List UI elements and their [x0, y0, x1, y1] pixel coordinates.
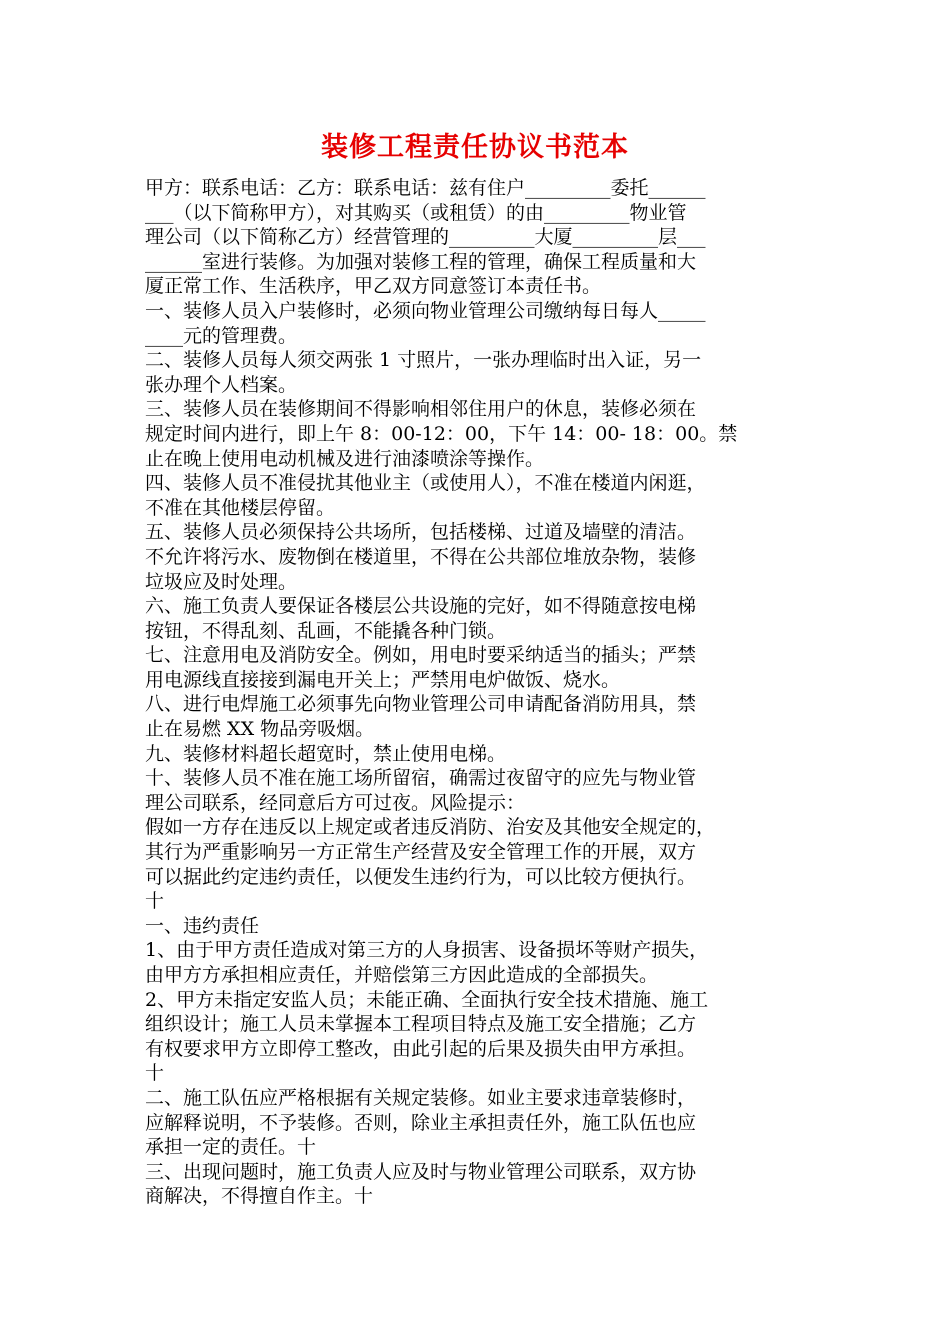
document-title: 装修工程责任协议书范本 — [321, 132, 629, 163]
document-body — [145, 176, 815, 1209]
document-line: 五、装修人员必须保持公共场所，包括楼梯、过道及墙壁的清洁。 — [145, 521, 697, 544]
document-line: 不允许将污水、废物倒在楼道里，不得在公共部位堆放杂物，装修 — [145, 545, 697, 568]
document-line: ______室进行装修。为加强对装修工程的管理，确保工程质量和大 — [145, 250, 697, 273]
document-line: 张办理个人档案。 — [145, 373, 298, 396]
document-line: 二、施工队伍应严格根据有关规定装修。如业主要求违章装修时， — [145, 1086, 697, 1109]
document-line: 止在易燃 XX 物品旁吸烟。 — [145, 718, 375, 741]
document-line: 垃圾应及时处理。 — [145, 570, 298, 593]
document-line: 七、注意用电及消防安全。例如，用电时要采纳适当的插头；严禁 — [145, 644, 697, 667]
document-line: 其行为严重影响另一方正常生产经营及安全管理工作的开展，双方 — [145, 841, 697, 864]
document-line: 一、违约责任 — [145, 914, 260, 937]
document-line: 不准在其他楼层停留。 — [145, 496, 336, 519]
document-line: 厦正常工作、生活秩序，甲乙双方同意签订本责任书。 — [145, 275, 602, 298]
document-line: 按钮，不得乱刻、乱画，不能撬各种门锁。 — [145, 619, 507, 642]
document-line: 六、施工负责人要保证各楼层公共设施的完好，如不得随意按电梯 — [145, 595, 697, 618]
document-line: 由甲方方承担相应责任，并赔偿第三方因此造成的全部损失。 — [145, 964, 659, 986]
document-line: 商解决，不得擅自作主。十 — [145, 1185, 374, 1208]
document-line: 十 — [145, 1062, 165, 1085]
document-line: 四、装修人员不准侵扰其他业主（或使用人），不准在楼道内闲逛， — [145, 472, 706, 495]
document-line: 应解释说明，不予装修。否则，除业主承担责任外，施工队伍也应 — [145, 1111, 697, 1134]
document-line: ___（以下简称甲方），对其购买（或租赁）的由_________物业管 — [145, 201, 687, 224]
document-line: 三、出现问题时，施工负责人应及时与物业管理公司联系，双方协 — [145, 1160, 697, 1183]
document-line: 甲方：联系电话：乙方：联系电话：兹有住户_________委托______ — [145, 177, 706, 199]
document-line: 用电源线直接接到漏电开关上；严禁用电炉做饭、烧水。 — [145, 668, 621, 691]
document-line: 二、装修人员每人须交两张 1 寸照片，一张办理临时出入证，另一 — [145, 349, 702, 372]
document-line: 理公司联系，经同意后方可过夜。风险提示： — [145, 791, 526, 814]
document-line: 可以据此约定违约责任，以便发生违约行为，可以比较方便执行。 — [145, 865, 697, 888]
document-line: 八、进行电焊施工必须事先向物业管理公司申请配备消防用具，禁 — [145, 693, 697, 716]
document-line: ____元的管理费。 — [145, 324, 298, 347]
document-line: 有权要求甲方立即停工整改，由此引起的后果及损失由甲方承担。 — [145, 1037, 697, 1060]
document-line: 一、装修人员入户装修时，必须向物业管理公司缴纳每日每人_____ — [145, 299, 706, 322]
document-line: 组织设计；施工人员未掌握本工程项目特点及施工安全措施；乙方 — [145, 1013, 697, 1036]
document-line: 十、装修人员不准在施工场所留宿，确需过夜留守的应先与物业管 — [145, 767, 697, 790]
document-line: 三、装修人员在装修期间不得影响相邻住用户的休息，装修必须在 — [145, 398, 697, 421]
document-line: 九、装修材料超长超宽时，禁止使用电梯。 — [145, 742, 507, 765]
document-line: 1、由于甲方责任造成对第三方的人身损害、设备损坏等财产损失， — [145, 939, 709, 962]
document-line: 十 — [145, 890, 165, 913]
document-line: 止在晚上使用电动机械及进行油漆喷涂等操作。 — [145, 447, 545, 470]
document-line: 规定时间内进行，即上午 8：00-12：00，下午 14：00- 18：00。禁 — [145, 422, 738, 445]
document-line: 理公司（以下简称乙方）经营管理的_________大厦_________层___ — [145, 226, 706, 249]
document-line: 假如一方存在违反以上规定或者违反消防、治安及其他安全规定的， — [145, 816, 716, 839]
document-line: 承担一定的责任。十 — [145, 1136, 317, 1159]
document-line: 2、甲方未指定安监人员；未能正确、全面执行安全技术措施、施工 — [145, 988, 709, 1011]
